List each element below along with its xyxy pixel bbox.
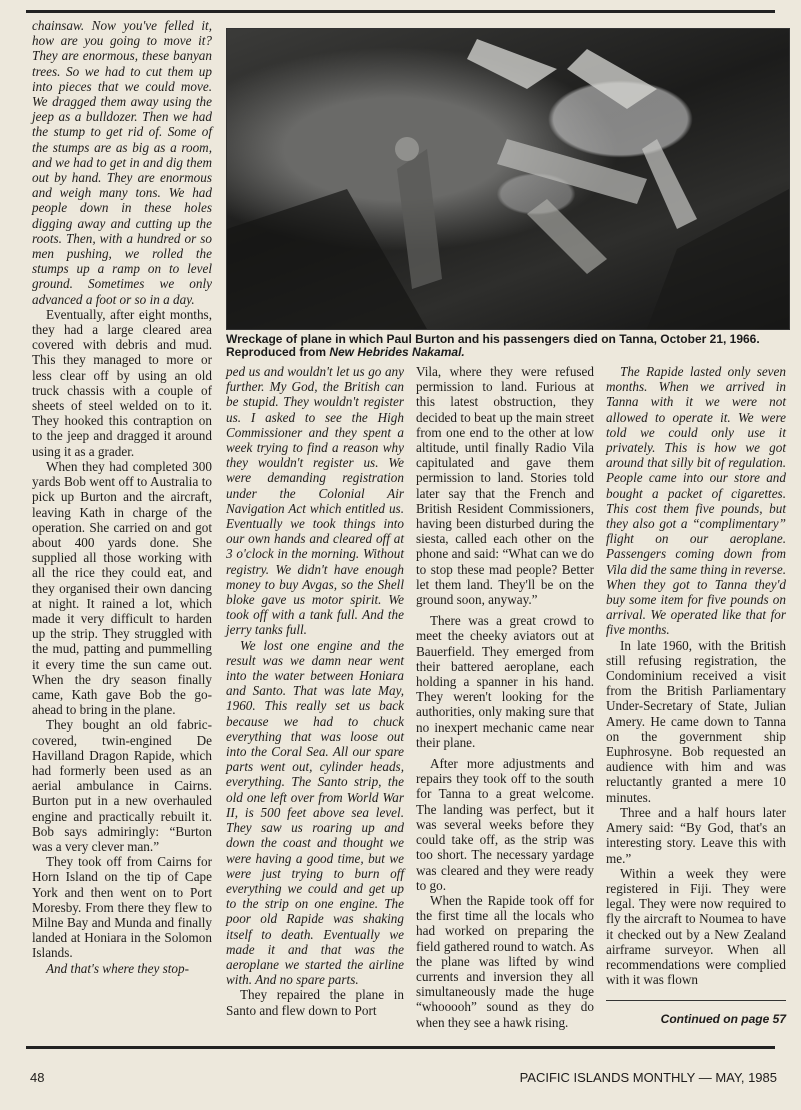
continued-rule <box>606 1000 786 1001</box>
column-4 <box>606 364 786 987</box>
caption-text: Wreckage of plane in which Paul Burton and his passengers died on Tanna, October 21, 1966. Reproduced from <box>226 332 760 359</box>
bottom-rule <box>26 1046 775 1049</box>
column-3 <box>416 364 594 1030</box>
col1-paragraph: chainsaw. Now you've felled it, how are you going to move it? They are enormous, these banyan trees. So we had to cut them up into pieces that we could move. We dragged them away using the jeep as a bulldozer. Then we had the stump to get rid of. Some of the stumps are as big as a room, and we had to get in and dig them out by hand. They are enormous and weigh many tons. We had people down in these holes digging away and cutting up the roots. Then, with a hundred or so men pushing, we rolled the stumps up a ramp on to level ground. Sometimes we only advanced a foot or so in a day. <box>32 18 212 307</box>
col2-paragraph: We lost one engine and the result was we damn near went into the water between Honiara and Santo. That was late May, 1960. This really set us back because we had to chuck everything that was loose out into the Coral Sea. All our spare parts went out, cylinder heads, everything. The Santo strip, the old one left over from World War II, is 500 feet above sea level. They saw us roaring up and down the coast and thought we were having a good time, but we were just trying to burn off everything we could and get up to the strip on one engine. The poor old Rapide was shaking itself to death. Eventually we made it and that was the aeroplane we started the airline with. And no spare parts. <box>226 637 404 988</box>
photo-caption <box>226 333 791 359</box>
col3-paragraph: Vila, where they were refused permission to land. Furious at this latest obstruction, they decided to beat up the main street from one end to the other at low altitude, until finally Radio Vila capitulated and gave them permission to land. Stories told later say that the French and British Resident Commissioners, having been disturbed during the siesta, called each other on the phone and said: “What can we do to stop these mad people? Better let them land. They'll be on the ground soon, anyway.” <box>416 364 594 608</box>
col2-paragraph: They repaired the plane in Santo and flew down to Port <box>226 987 404 1018</box>
col4-paragraph: Three and a half hours later Amery said: “By God, that's an interesting story. Leave this with me.” <box>606 804 786 866</box>
page-number: 48 <box>30 1070 45 1085</box>
photo-illustration <box>227 29 789 329</box>
column-2 <box>226 364 404 1018</box>
col4-paragraph: The Rapide lasted only seven months. When we arrived in Tanna with it we were not allowed to operate it. We were told we could only use it privately. This is how we got around that silly bit of regulation. People came into our store and bought a packet of cigarettes. This cost them five pounds, but they also got a “complimentary” flight on our aeroplane. Passengers coming down from Vila did the same thing in reverse. When they got to Tanna they'd buy some item for five pounds on arrival. We operated like that for five months. <box>606 364 786 638</box>
col1-paragraph: When they had completed 300 yards Bob went off to Australia to pick up Burton and the aircraft, leaving Kath in charge of the operation. She carried on and got about 400 yards done. She supplied all those working with all the rice they could eat, and they organised their own dancing at night. It rained a lot, which made it very difficult to harden up the strip. They struggled with the mud, patting and pummelling it every time the sun came out. When the dry season finally came, Kath gave Bob the go-ahead to bring in the plane. <box>32 458 212 718</box>
col4-paragraph: In late 1960, with the British still refusing registration, the Condominium received a visit from the British Parliamentary Under-Secretary of State, Julian Amery. He came down to Tanna on the government ship Euphrosyne. Bob requested an audience with him and was reluctantly granted a mere 10 minutes. <box>606 637 786 805</box>
col4-paragraph: Within a week they were registered in Fiji. They were legal. They were now required to fly the aircraft to Noumea to have it checked out by a New Zealand airframe surveyor. When all recommendations were complied with it was flown <box>606 865 786 988</box>
col1-paragraph: Eventually, after eight months, they had a large cleared area covered with debris and mud. This they managed to more or less clear off by using an old truck chassis with a couple of sheets of steel welded on to it. They hooked this contraption on to the jeep and dragged it around using it as a grader. <box>32 306 212 459</box>
col2-paragraph: ped us and wouldn't let us go any further. My God, the British can be stupid. They wouldn't register us. I asked to see the High Commissioner and they spent a week trying to find a reason why they wouldn't register us. We were demanding registration under the Colonial Air Navigation Act which entitled us. Eventually we took things into our own hands and cleared off at 3 o'clock in the morning. Without registry. We didn't have enough money to buy Avgas, so the Shell bloke gave us motor spirit. We took off with a tank full. And the jerry tanks full. <box>226 364 404 638</box>
caption-source: New Hebrides Nakamal. <box>329 345 465 359</box>
col3-paragraph: There was a great crowd to meet the cheeky aviators out at Bauerfield. They emerged from their battered aeroplane, each holding a spanner in his hand. They weren't looking for the authorities, only making sure that no inexpert mechanic came near their plane. <box>416 613 594 750</box>
column-1 <box>32 18 212 976</box>
magazine-footer: PACIFIC ISLANDS MONTHLY — MAY, 1985 <box>519 1070 777 1085</box>
col1-paragraph: And that's where they stop- <box>46 960 189 976</box>
col3-paragraph: After more adjustments and repairs they took off to the south for Tanna to a great welcome. The landing was perfect, but it was several weeks before they could take off, as the strip was too short. The necessary yardage was cleared and they were ready to go. <box>416 756 594 893</box>
col1-paragraph: They took off from Cairns for Horn Island on the tip of Cape York and then went on to Port Moresby. From there they flew to Milne Bay and Munda and finally landed at Honiara in the Solomon Islands. <box>32 854 212 961</box>
col1-paragraph: They bought an old fabric-covered, twin-engined De Havilland Dragon Rapide, which had formerly been used as an aerial ambulance in Cairns. Burton put in a new overhauled engine and practically rebuilt it. Bob says admiringly: “Burton was a very clever man.” <box>32 717 212 854</box>
continued-note: Continued on page 57 <box>660 1012 786 1026</box>
top-rule <box>26 10 775 13</box>
col3-paragraph: When the Rapide took off for the first time all the locals who had worked on preparing the field gathered round to watch. As the plane was lifted by wind currents and inversion they all simultaneously made the huge “whooooh” sound as they do when they see a hawk rising. <box>416 892 594 1030</box>
wreckage-photo <box>226 28 790 330</box>
